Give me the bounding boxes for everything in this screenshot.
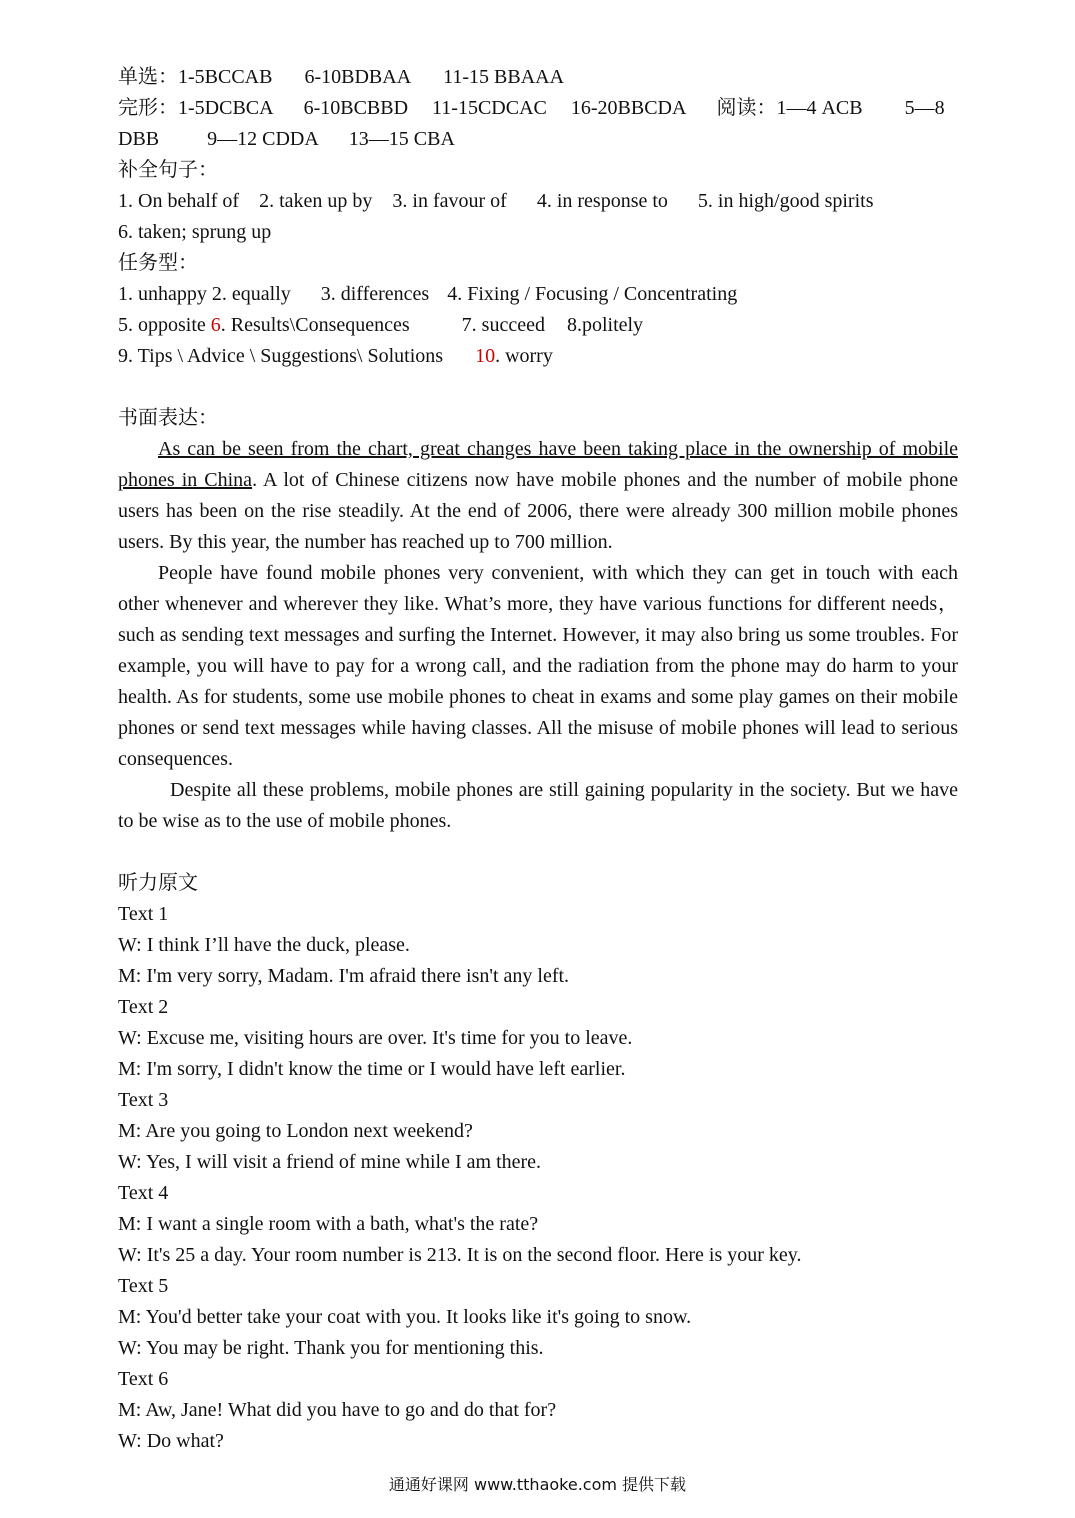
answer-group: 1-5DCBCA: [178, 97, 274, 119]
text-label: Text 5: [118, 1275, 169, 1297]
answer-group: 6-10BDBAA: [304, 66, 412, 88]
text-label: Text 1: [118, 903, 169, 925]
task-line-1: [118, 279, 958, 310]
page-footer: 通通好课网 www.tthaoke.com 提供下载: [388, 1475, 687, 1494]
dialogue-line: M: Aw, Jane! What did you have to go and do that for?: [118, 1399, 557, 1421]
dialogue-line: M: Are you going to London next weekend?: [118, 1120, 473, 1142]
dialogue-line: M: I'm very sorry, Madam. I'm afraid there isn't any left.: [118, 965, 570, 987]
task-item: . worry: [495, 345, 553, 367]
dialogue-line: M: You'd better take your coat with you. It looks like it's going to snow.: [118, 1306, 692, 1328]
answer-group: 5—8: [904, 97, 945, 119]
cloze-label: 完形：: [118, 97, 178, 119]
task-line-3: [118, 341, 958, 372]
answer-group: 1—4 ACB: [776, 97, 863, 119]
underlined-topic-sentence: As can be seen from the chart, great changes have been taking place in the ownership of mobile phones in China: [118, 438, 958, 491]
section-heading-listening: 听力原文: [118, 872, 198, 894]
task-item: 9. Tips \ Advice \ Suggestions\ Solutions: [118, 345, 444, 367]
dialogue-line: W: I think I’ll have the duck, please.: [118, 934, 410, 956]
task-item: 5. opposite: [118, 314, 211, 336]
task-item: 1. unhappy 2. equally: [118, 283, 291, 305]
dialogue-line: W: Excuse me, visiting hours are over. It's time for you to leave.: [118, 1027, 633, 1049]
writing-paragraph-2: People have found mobile phones very convenient, with which they can get in touch with each other whenever and wherever they like. What’s more, they have various functions for different needs，such as sending text messages and surfing the Internet. However, it may also bring us some troubles. For example, you will have to pay for a wrong call, and the radiation from the phone may do harm to your health. As for students, some use mobile phones to cheat in exams and some play games on their mobile phones or send text messages while having classes. All the misuse of mobile phones will lead to serious consequences.: [118, 562, 958, 770]
section-heading-writing: 书面表达：: [118, 407, 218, 429]
highlight-number: 10: [475, 345, 496, 367]
section-heading-task: 任务型：: [118, 252, 198, 274]
answer-group: 6-10BCBBD: [303, 97, 409, 119]
task-item: 7. succeed: [461, 314, 545, 336]
dialogue-line: W: Do what?: [118, 1430, 224, 1452]
paragraph-text: . A lot of Chinese citizens now have mobile phones and the number of mobile phone users has been on the rise steadily. At the end of 2006, there were already 300 million mobile phones users. By this year, the number has reached up to 700 million.: [118, 469, 958, 553]
section-heading-complete: 补全句子：: [118, 159, 218, 181]
writing-paragraph-3: Despite all these problems, mobile phones are still gaining popularity in the society. But we have to be wise as to the use of mobile phones.: [118, 779, 958, 832]
answer-group: DBB: [118, 128, 160, 150]
complete-line-2: 6. taken; sprung up: [118, 221, 272, 243]
answer-group: 9—12 CDDA: [207, 128, 319, 150]
reading-label: 阅读：: [716, 97, 777, 119]
answer-group: 11-15 BBAAA: [443, 66, 565, 88]
writing-paragraph-1: [118, 434, 958, 558]
answer-group: 13—15 CBA: [348, 128, 455, 150]
text-label: Text 6: [118, 1368, 169, 1390]
complete-item: 4. in response to: [536, 190, 668, 212]
answer-group: 16-20BBCDA: [570, 97, 687, 119]
complete-item: 5. in high/good spirits: [697, 190, 874, 212]
text-label: Text 2: [118, 996, 169, 1018]
dialogue-line: M: I'm sorry, I didn't know the time or I would have left earlier.: [118, 1058, 626, 1080]
dialogue-line: M: I want a single room with a bath, what's the rate?: [118, 1213, 539, 1235]
task-item: . Results\Consequences: [220, 314, 410, 336]
dialogue-line: W: Yes, I will visit a friend of mine while I am there.: [118, 1151, 542, 1173]
task-item: 3. differences: [320, 283, 430, 305]
text-label: Text 4: [118, 1182, 169, 1204]
complete-line-1: [118, 186, 958, 217]
single-choice-label: 单选：: [118, 66, 178, 88]
text-label: Text 3: [118, 1089, 169, 1111]
answers-line-3: [118, 124, 958, 155]
task-item: 8.politely: [566, 314, 644, 336]
complete-item: 3. in favour of: [392, 190, 507, 212]
answer-group: 1-5BCCAB: [178, 66, 273, 88]
dialogue-line: W: It's 25 a day. Your room number is 213. It is on the second floor. Here is your key.: [118, 1244, 802, 1266]
answers-line-2: [118, 93, 958, 124]
document-page: [118, 62, 958, 1457]
answer-group: 11-15CDCAC: [432, 97, 547, 119]
task-line-2: [118, 310, 958, 341]
complete-item: 1. On behalf of: [118, 190, 240, 212]
task-item: 4. Fixing / Focusing / Concentrating: [447, 283, 738, 305]
complete-item: 2. taken up by: [259, 190, 373, 212]
highlight-number: 6: [210, 314, 221, 336]
answers-line-1: [118, 62, 958, 93]
dialogue-line: W: You may be right. Thank you for mentioning this.: [118, 1337, 544, 1359]
